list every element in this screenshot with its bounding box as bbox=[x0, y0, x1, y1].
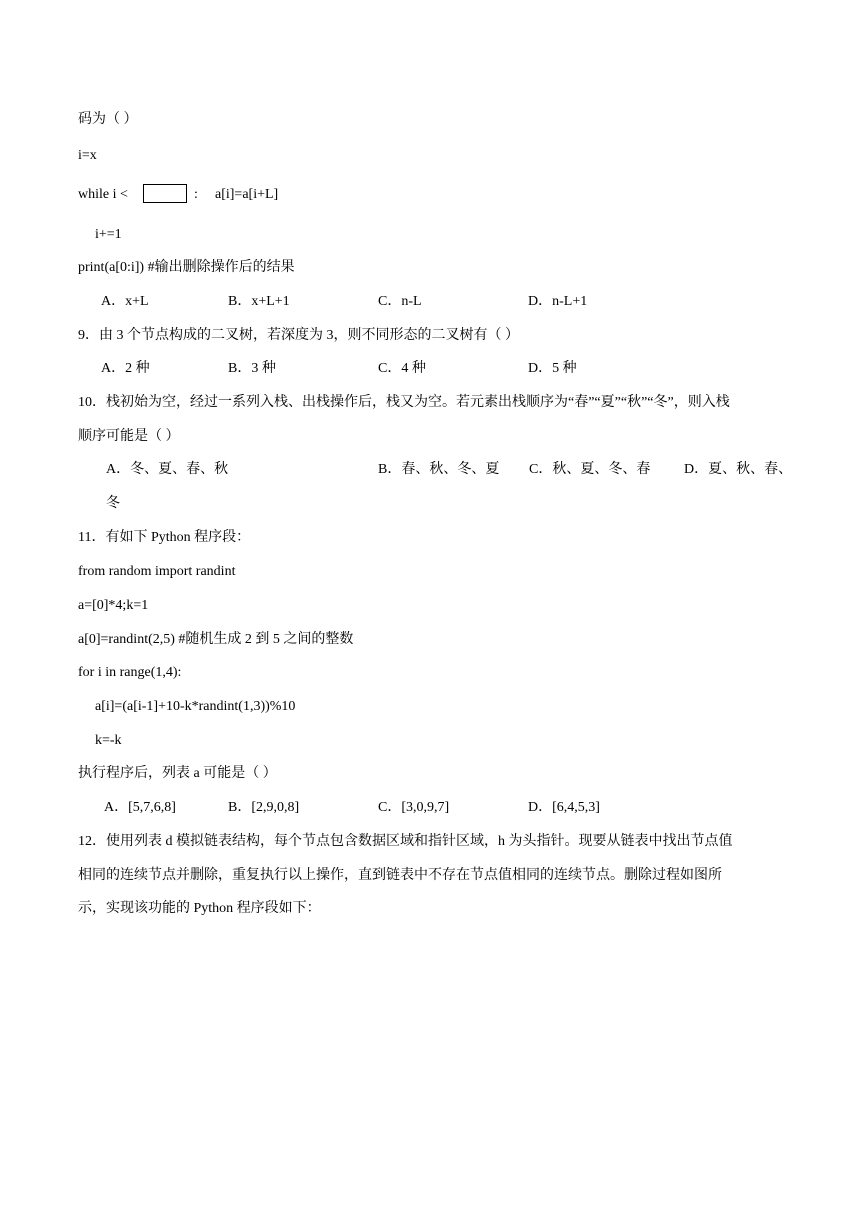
q8-option-d: D．n-L+1 bbox=[528, 294, 588, 309]
q8-option-a: A．x+L bbox=[101, 294, 149, 309]
q9-option-d: D．5 种 bbox=[528, 361, 577, 376]
q9-stem: 9．由 3 个节点构成的二叉树，若深度为 3，则不同形态的二叉树有（ ） bbox=[78, 328, 519, 343]
q8-option-c: C．n-L bbox=[378, 294, 422, 309]
q12-stem-line-2: 相同的连续节点并删除，重复执行以上操作，直到链表中不存在节点值相同的连续节点。删除过程如图所 bbox=[78, 868, 722, 883]
q8-code-line-2-prefix: while i < bbox=[78, 187, 128, 202]
q11-code-line-5: a[i]=(a[i-1]+10-k*randint(1,3))%10 bbox=[95, 699, 296, 714]
q11-code-line-2: a=[0]*4;k=1 bbox=[78, 598, 149, 613]
q11-option-c: C．[3,0,9,7] bbox=[378, 800, 450, 815]
q8-option-b: B．x+L+1 bbox=[228, 294, 290, 309]
q10-option-d-line-1: D．夏、秋、春、 bbox=[684, 462, 793, 477]
q12-stem-line-1: 12．使用列表 d 模拟链表结构，每个节点包含数据区域和指针区域，h 为头指针。现要从链表中找出节点值 bbox=[78, 834, 733, 849]
q11-stem: 11．有如下 Python 程序段： bbox=[78, 530, 251, 545]
q11-option-a: A．[5,7,6,8] bbox=[104, 800, 176, 815]
q9-option-c: C．4 种 bbox=[378, 361, 426, 376]
q8-code-line-4: print(a[0:i]) #输出删除操作后的结果 bbox=[78, 260, 295, 275]
q11-code-line-4: for i in range(1,4): bbox=[78, 665, 182, 680]
q8-code-line-1: i=x bbox=[78, 148, 97, 163]
q8-code-line-2-body: a[i]=a[i+L] bbox=[215, 187, 279, 202]
q9-option-a: A．2 种 bbox=[101, 361, 150, 376]
q11-code-line-6: k=-k bbox=[95, 733, 122, 748]
q11-option-d: D．[6,4,5,3] bbox=[528, 800, 600, 815]
q10-option-b: B．春、秋、冬、夏 bbox=[378, 462, 500, 477]
q9-option-b: B．3 种 bbox=[228, 361, 276, 376]
q10-stem-line-2: 顺序可能是（ ） bbox=[78, 429, 180, 444]
answer-blank-box bbox=[143, 184, 187, 203]
q11-code-line-3: a[0]=randint(2,5) #随机生成 2 到 5 之间的整数 bbox=[78, 632, 354, 647]
q8-code-line-2-colon: : bbox=[194, 187, 198, 202]
q11-code-line-1: from random import randint bbox=[78, 564, 236, 579]
q10-option-c: C．秋、夏、冬、春 bbox=[529, 462, 651, 477]
q11-question: 执行程序后，列表 a 可能是（ ） bbox=[78, 766, 277, 781]
q8-stem-tail: 码为（ ） bbox=[78, 112, 138, 127]
q10-stem-line-1: 10．栈初始为空，经过一系列入栈、出栈操作后，栈又为空。若元素出栈顺序为“春”“夏”“秋”“冬”，则入栈 bbox=[78, 395, 730, 410]
q12-stem-line-3: 示，实现该功能的 Python 程序段如下： bbox=[78, 901, 321, 916]
q10-option-a: A．冬、夏、春、秋 bbox=[106, 462, 229, 477]
q11-option-b: B．[2,9,0,8] bbox=[228, 800, 300, 815]
q8-code-line-3: i+=1 bbox=[95, 227, 122, 242]
q10-option-d-line-2: 冬 bbox=[106, 496, 120, 511]
